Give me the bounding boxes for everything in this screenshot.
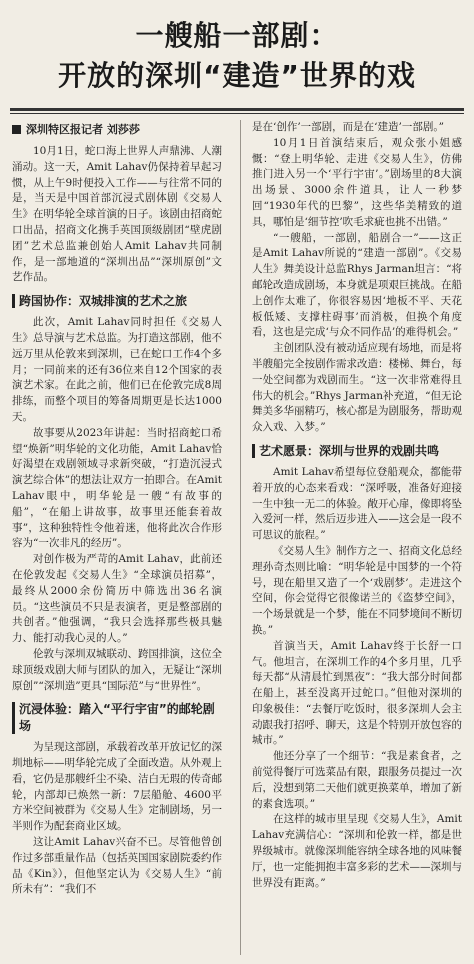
paragraph: 这让Amit Lahav兴奋不已。尽管他曾创作过多部重量作品（包括英国国家剧院委约作品《Kin》），但他坚定认为《交易人生》“前所未有”：“我们不 xyxy=(12,836,222,896)
headline-rule-thin xyxy=(10,113,464,114)
paragraph: 在这样的城市里呈现《交易人生》，Amit Lahav充满信心：“深圳和伦敦一样，都是世界级城市。就像深圳能容纳全球各地的风味餐厅，也一定能拥抱丰富多彩的艺术——深圳与世界没有距离。” xyxy=(252,813,462,889)
paragraph: 《交易人生》制作方之一、招商文化总经理孙奇杰则比喻：“明华轮是中国梦的一个符号，现在船里又造了一个‘戏剧梦’。走进这个空间，你会觉得它很像诺兰的《盗梦空间》，一个场景就是一个梦，能在不同梦境间不断切换。” xyxy=(252,544,462,636)
paragraph: 是在‘创作’一部剧，而是在‘建造’一部剧。” xyxy=(252,121,444,133)
paragraph: 此次，Amit Lahav同时担任《交易人生》总导演与艺术总监。为打造这部剧，他不远万里从伦敦来到深圳，已在蛇口工作4个多月；一同前来的还有36位来自12个国家的表演艺术家。在此之前，他们已在伦敦完成8周排练，而整个项目的筹备周期更是长达1000天。 xyxy=(12,316,222,423)
subheading xyxy=(12,701,222,735)
square-bullet-icon xyxy=(12,125,21,134)
subheading-text: 跨国协作：双城排演的艺术之旅 xyxy=(19,294,188,309)
paragraph: 10月1日首演结束后，观众张小姐感慨：“登上明华轮、走进《交易人生》，仿佛推门进入另一个‘平行宇宙’。”剧场里的8大演出场景、3000余件道具，让人一秒梦回“1930年代的巴黎”，这些华美精致的道具，哪怕是‘细节控’吹毛求疵也挑不出错。” xyxy=(252,136,462,228)
byline-text: 深圳特区报记者 刘莎莎 xyxy=(26,123,140,136)
byline xyxy=(12,120,222,138)
subheading-bar-icon xyxy=(12,294,15,308)
subheading-bar-icon xyxy=(12,702,15,734)
subheading xyxy=(252,443,462,460)
paragraph: 主创团队没有被动适应现有场地，而是将半艘船完全按剧作需求改造：楼梯、舞台，每一处空间都为戏剧而生。“这一次非常难得且伟大的机会。”Rhys Jarman补充道，“但无论舞美多华丽精巧，核心都是为剧服务，帮助观众入戏、入梦。” xyxy=(252,342,462,434)
subheading xyxy=(12,293,222,310)
paragraph: 为呈现这部剧，承载着改革开放记忆的深圳地标——明华轮完成了全面改造。从外观上看，它仍是那艘纤尘不染、洁白无瑕的传奇邮轮，内部却已焕然一新：7层船舱、4600平方米空间被群为《交易人生》定制剧场，另一半则作为配套商业区域。 xyxy=(12,741,222,833)
subheading-text: 艺术愿景：深圳与世界的戏剧共鸣 xyxy=(259,443,440,458)
paragraph: 10月1日，蛇口海上世界人声鼎沸、人潮涌动。这一天，Amit Lahav仍保持着早起习惯，从上午9时便投入工作——与往常不同的是，当天是中国首部沉浸式剧体剧《交易人生》在明华轮全球首演的日子。该剧由招商蛇口出品，招商文化携手英国顶级剧团“壁虎剧团”艺术总监兼创始人Amit Lahav共同制作，是一部地道的“深圳出品”“深圳原创”文艺作品。 xyxy=(12,145,222,284)
paragraph: 伦敦与深圳双城联动、跨国排演，这位全球顶级戏剧大师与团队的加入，无疑让“深圳原创”“深圳造”更具“国际范”与“世界性”。 xyxy=(12,647,222,692)
headline-rule-thick xyxy=(10,108,464,111)
paragraph: 对创作极为严苛的Amit Lahav，此前还在伦敦发起《交易人生》“全球演员招募”，最终从2000余份简历中筛选出36名演员。“这些演员不只是表演者，更是整部剧的共创者。”他强调，“我只会选择那些极具魅力、能打动我心灵的人。” xyxy=(12,553,222,645)
paragraph: 故事要从2023年讲起：当时招商蛇口希望“焕新”明华轮的文化功能，Amit Lahav恰好渴望在戏剧领域寻求新突破，“打造沉浸式演艺综合体”的想法让双方一拍即合。在Amit Lahav眼中，明华轮是一艘“有故事的船”，“在船上讲故事，故事里还能套着故事”，这种独特性令他着迷，他将此次合作形容为“一次非凡的经历”。 xyxy=(12,426,222,550)
article-column-left xyxy=(12,120,222,898)
article-column-right xyxy=(252,120,462,891)
paragraph: “一艘船，一部剧，船剧合一”——这正是Amit Lahav所说的“建造一部剧”。《交易人生》舞美设计总监Rhys Jarman坦言：“将邮轮改造成剧场，本身就是项艰巨挑战。在船上创作太难了，你很容易因‘地板不平、天花板低矮、支撑柱碍事’而消极，但换个角度看，这也是完成‘与众不同作品’的难得机会。” xyxy=(252,231,462,339)
headline-line-2: 开放的深圳“建造”世界的戏 xyxy=(58,59,416,92)
paragraph: 首演当天，Amit Lahav终于长舒一口气。他坦言，在深圳工作的4个多月里，几乎每天都“从清晨忙到黑夜”：“我大部分时间都在船上，甚至没离开过蛇口。”但他对深圳的印象极佳：“去餐厅吃饭时，很多深圳人会主动跟我打招呼、聊天，这是个特别开放包容的城市。” xyxy=(252,639,462,747)
subheading-text: 沉浸体验：踏入“平行宇宙”的邮轮剧场 xyxy=(19,702,215,734)
paragraph: Amit Lahav希望每位登船观众，都能带着开放的心态来看戏：“深呼吸，准备好迎接一生中独一无二的体验。敞开心扉，像即将坠入爱河一样，然后迈步进入——这会是一段不可思议的旅程。” xyxy=(252,465,462,542)
paragraph: 他还分享了一个细节：“我是素食者，之前觉得餐厅可选菜品有限，跟服务员提过一次后，没想到第二天他们就更换菜单，增加了新的素食选项。” xyxy=(252,750,462,810)
column-divider xyxy=(240,120,241,955)
headline-line-1: 一艘船一部剧： xyxy=(135,19,339,52)
subheading-bar-icon xyxy=(252,444,255,458)
